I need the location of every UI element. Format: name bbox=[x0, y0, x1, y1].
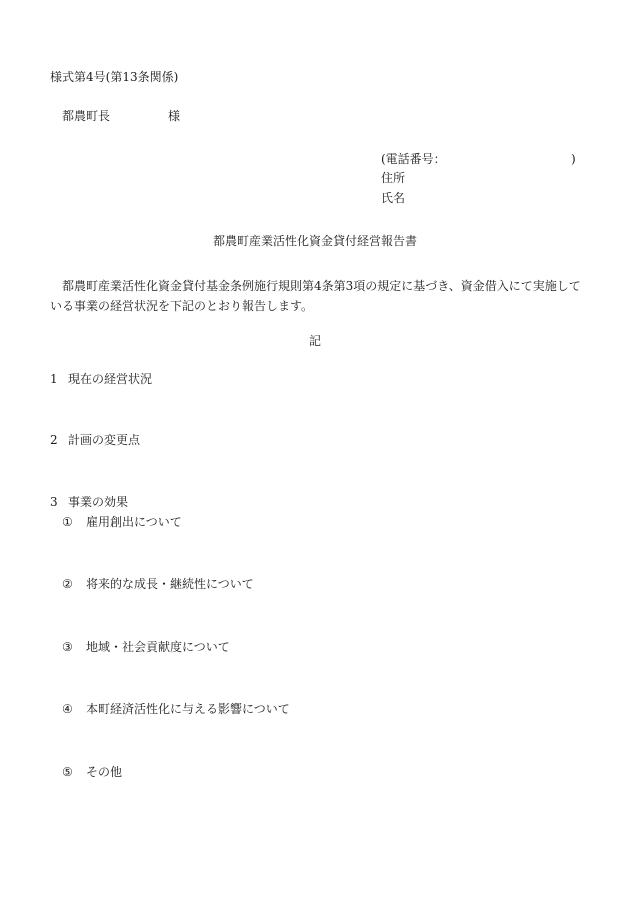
phone-label: (電話番号： bbox=[381, 152, 446, 166]
subitem-3 bbox=[62, 640, 230, 655]
ki-heading: 記 bbox=[308, 334, 321, 348]
section-label: 事業の効果 bbox=[68, 495, 129, 509]
subitem-label: 本町経済活性化に与える影響について bbox=[86, 702, 290, 716]
section-2 bbox=[50, 433, 140, 448]
body-paragraph: 都農町産業活性化資金貸付基金条例施行規則第4条第3項の規定に基づき、資金借入にて実施している事業の経営状況を下記のとおり報告します。 bbox=[50, 279, 581, 313]
address-label: 住所 bbox=[381, 171, 406, 185]
form-number: 様式第4号(第13条関係) bbox=[50, 70, 179, 84]
subitem-number: ② bbox=[62, 577, 73, 591]
subitem-number: ⑤ bbox=[62, 765, 73, 779]
subitem-number: ④ bbox=[62, 702, 73, 716]
section-3 bbox=[50, 495, 128, 510]
phone-close-paren: ) bbox=[571, 152, 576, 166]
section-label: 計画の変更点 bbox=[68, 433, 141, 447]
subitem-label: 将来的な成長・継続性について bbox=[86, 577, 254, 591]
subitem-label: その他 bbox=[86, 765, 123, 779]
subitem-1 bbox=[62, 515, 182, 530]
honorific: 様 bbox=[168, 109, 181, 123]
addressee: 都農町長 bbox=[62, 109, 111, 123]
subitem-4 bbox=[62, 702, 290, 717]
name-label: 氏名 bbox=[381, 191, 406, 205]
section-number: 3 bbox=[50, 495, 58, 509]
subitem-number: ③ bbox=[62, 640, 73, 654]
subitem-number: ① bbox=[62, 515, 73, 529]
subitem-label: 雇用創出について bbox=[86, 515, 182, 529]
subitem-2 bbox=[62, 577, 254, 592]
document-title: 都農町産業活性化資金貸付経営報告書 bbox=[212, 234, 417, 248]
subitem-5 bbox=[62, 765, 122, 780]
section-1 bbox=[50, 372, 152, 387]
subitem-label: 地域・社会貢献度について bbox=[86, 640, 230, 654]
section-label: 現在の経営状況 bbox=[68, 372, 153, 386]
section-number: 2 bbox=[50, 433, 58, 447]
section-number: 1 bbox=[50, 372, 58, 386]
